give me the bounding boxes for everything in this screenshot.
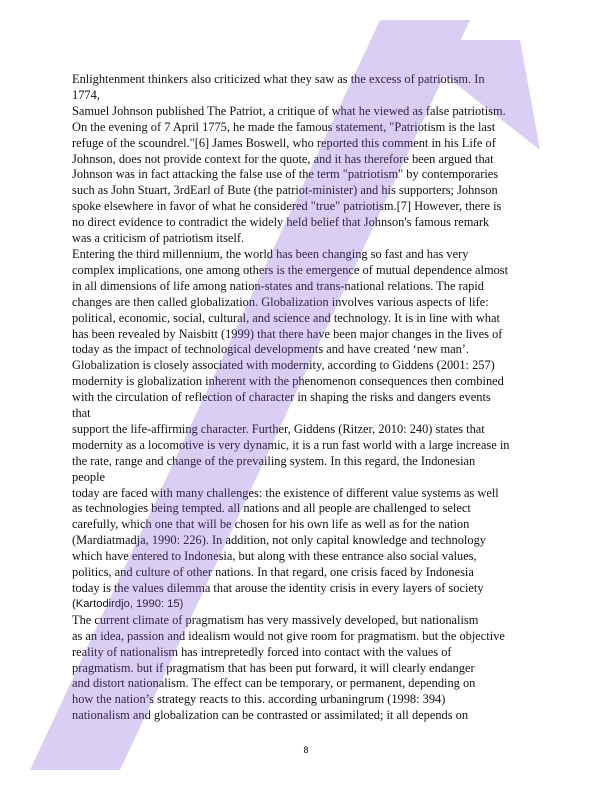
- text-line: with the circulation of reflection of character in shaping the risks and dangers events: [72, 390, 491, 405]
- text-line: carefully, which one that will be chosen for his own life as well as for the nation: [72, 517, 470, 532]
- text-line: such as John Stuart, 3rdEarl of Bute (the patriot-minister) and his supporters; Johnson: [72, 183, 498, 198]
- text-line: pragmatism. but if pragmatism that has been put forward, it will clearly endanger: [72, 660, 475, 675]
- text-line: today are faced with many challenges: the existence of different value systems as well: [72, 485, 499, 500]
- text-line: political, economic, social, cultural, and science and technology. It is in line with what: [72, 310, 500, 325]
- text-line: (Kartodirdjo, 1990: 15): [72, 597, 184, 610]
- text-line: which have entered to Indonesia, but along with these entrance also social values,: [72, 549, 477, 564]
- text-line: nationalism and globalization can be contrasted or assimilated; it all depends on: [72, 708, 469, 723]
- text-line: 1774,: [72, 87, 100, 102]
- text-line: spoke elsewhere in favor of what he considered "true" patriotism.[7] However, there is: [72, 199, 502, 214]
- body-text: [72, 72, 572, 724]
- text-line: that: [72, 406, 91, 421]
- text-line: support the life-affirming character. Further, Giddens (Ritzer, 2010: 240) states that: [72, 421, 485, 436]
- text-line: Enlightenment thinkers also criticized what they saw as the excess of patriotism. In: [72, 72, 485, 86]
- text-line: people: [72, 469, 106, 484]
- text-line: The current climate of pragmatism has very massively developed, but nationalism: [72, 612, 479, 627]
- text-line: Entering the third millennium, the world has been changing so fast and has very: [72, 246, 469, 261]
- text-line: how the nation’s strategy reacts to this. according urbaningrum (1998: 394): [72, 692, 446, 707]
- text-line: in all dimensions of life among nation-states and trans-national relations. The rapid: [72, 278, 485, 293]
- text-line: has been revealed by Naisbitt (1999) that there have been major changes in the lives of: [72, 326, 503, 341]
- text-line: (Mardiatmadja, 1990: 226). In addition, not only capital knowledge and technology: [72, 533, 486, 548]
- text-line: modernity is globalization inherent with the phenomenon consequences then combined: [72, 374, 504, 389]
- text-line: Samuel Johnson published The Patriot, a critique of what he viewed as false patriotism.: [72, 103, 506, 118]
- text-line: politics, and culture of other nations. In that regard, one crisis faced by Indonesia: [72, 565, 474, 580]
- text-line: modernity as a locomotive is very dynamic, it is a run fast world with a large increase in: [72, 437, 510, 452]
- text-line: as technologies being tempted. all nations and all people are challenged to select: [72, 501, 471, 516]
- text-line: and distort nationalism. The effect can be temporary, or permanent, depending on: [72, 676, 476, 691]
- text-line: refuge of the scoundrel."[6] James Boswell, who reported this comment in his Life of: [72, 135, 496, 150]
- text-line: today as the impact of technological developments and have created ‘new man’.: [72, 342, 470, 357]
- text-line: Globalization is closely associated with modernity, according to Giddens (2001: 257): [72, 358, 495, 373]
- text-line: today is the values dilemma that arouse the identity crisis in every layers of society: [72, 581, 484, 595]
- text-line: no direct evidence to contradict the widely held belief that Johnson's famous remark: [72, 215, 490, 230]
- text-line: the rate, range and change of the prevailing system. In this regard, the Indonesian: [72, 453, 476, 468]
- text-line: as an idea, passion and idealism would not give room for pragmatism. but the objective: [72, 628, 505, 643]
- text-line: reality of nationalism has intrepretedly forced into contact with the values of: [72, 644, 452, 659]
- text-line: Johnson was in fact attacking the false use of the term "patriotism" by contemporaries: [72, 167, 499, 182]
- text-line: Johnson, does not provide context for the quote, and it has therefore been argued that: [72, 151, 494, 166]
- text-line: was a criticism of patriotism itself.: [72, 231, 245, 246]
- text-line: On the evening of 7 April 1775, he made the famous statement, "Patriotism is the last: [72, 119, 496, 134]
- text-line: complex implications, one among others is the emergence of mutual dependence almost: [72, 262, 509, 277]
- page-number: 8: [303, 745, 309, 755]
- text-line: changes are then called globalization. Globalization involves various aspects of life:: [72, 294, 489, 309]
